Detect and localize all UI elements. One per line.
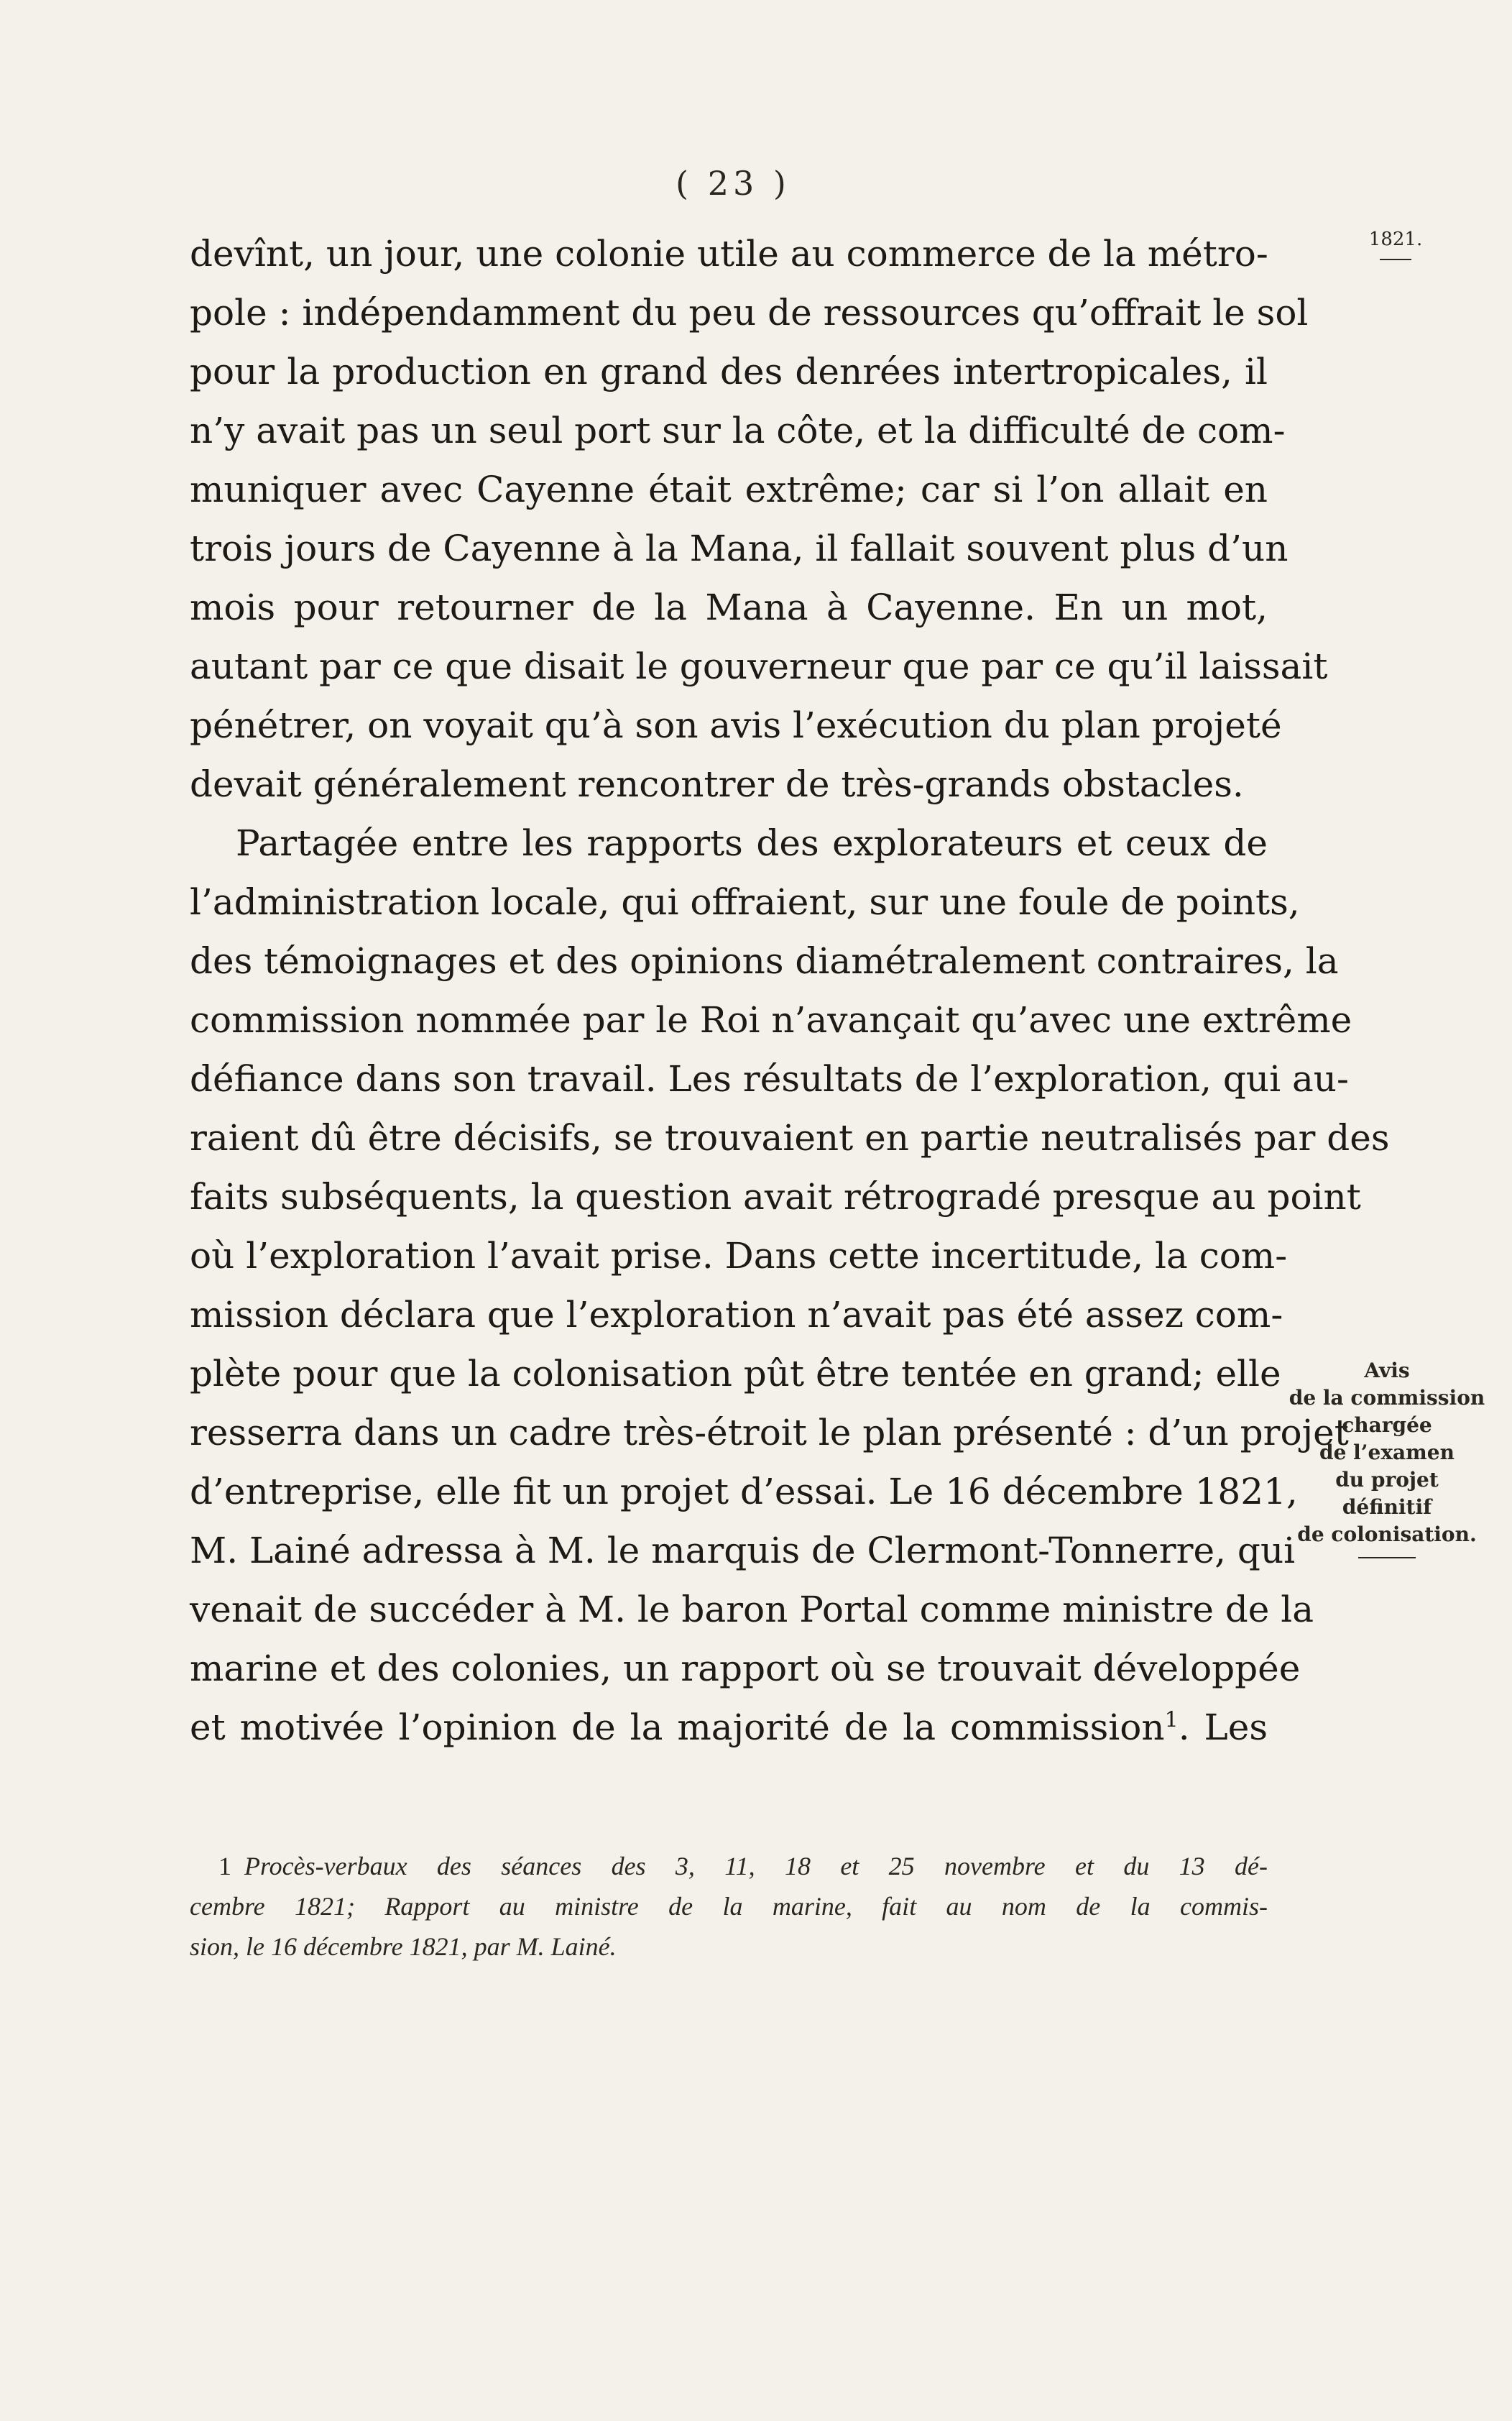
margin-year-rule xyxy=(1380,259,1411,260)
footnote-text: Procès-verbaux des séances des 3, 11, 18 et 25 novembre et du 13 dé- xyxy=(244,1852,1268,1880)
footnote-number: 1 xyxy=(218,1852,231,1880)
text-line: Partagée entre les rapports des explorateurs et ceux de xyxy=(236,822,1268,864)
text-line-segment: Les xyxy=(1204,1706,1268,1748)
text-line: pole : indépendamment du peu de ressources qu’offrait le sol xyxy=(190,292,1309,334)
text-line: resserra dans un cadre très-étroit le plan présenté : d’un projet xyxy=(190,1412,1349,1453)
margin-note-line: chargée xyxy=(1342,1413,1432,1437)
margin-year-text: 1821. xyxy=(1368,229,1423,250)
text-line: autant par ce que disait le gouverneur que par ce qu’il laissait xyxy=(190,646,1328,687)
text-line: l’administration locale, qui offraient, sur une foule de points, xyxy=(190,881,1300,923)
text-line: venait de succéder à M. le baron Portal comme ministre de la xyxy=(190,1589,1314,1630)
text-line-with-footnote: et motivée l’opinion de la majorité de la commission$^1$. Les xyxy=(190,1706,1268,1748)
footnote-line: cembre 1821; Rapport au ministre de la marine, fait au nom de la commis- xyxy=(190,1892,1268,1921)
margin-note-line: de la commission xyxy=(1289,1386,1485,1410)
page-number: ( 23 ) xyxy=(676,164,790,203)
text-line: muniquer avec Cayenne était extrême; car si l’on allait en xyxy=(190,469,1268,510)
text-line: commission nommée par le Roi n’avançait qu’avec une extrême xyxy=(190,999,1352,1041)
text-line: marine et des colonies, un rapport où se trouvait développée xyxy=(190,1648,1301,1689)
text-line: d’entreprise, elle fit un projet d’essai. Le 16 décembre 1821, xyxy=(190,1471,1298,1512)
text-line: devînt, un jour, une colonie utile au commerce de la métro- xyxy=(190,233,1268,275)
text-line-segment: et motivée l’opinion de la majorité de la commission xyxy=(190,1706,1165,1748)
text-line: M. Lainé adressa à M. le marquis de Clermont-Tonnerre, qui xyxy=(190,1530,1296,1571)
margin-year xyxy=(1360,229,1432,260)
text-line: mission déclara que l’exploration n’avait pas été assez com- xyxy=(190,1294,1283,1336)
margin-note-line: du projet xyxy=(1335,1468,1439,1492)
text-line: plète pour que la colonisation pût être tentée en grand; elle xyxy=(190,1353,1281,1395)
margin-note-rule xyxy=(1358,1557,1416,1558)
text-line: raient dû être décisifs, se trouvaient en partie neutralisés par des xyxy=(190,1117,1390,1159)
footnote-line xyxy=(190,1846,1268,1886)
margin-note xyxy=(1279,1357,1495,1558)
margin-note-line: de l’examen xyxy=(1319,1441,1455,1464)
text-line: trois jours de Cayenne à la Mana, il fallait souvent plus d’un xyxy=(190,528,1289,569)
footnote-line: sion, le 16 décembre 1821, par M. Lainé. xyxy=(190,1932,617,1961)
footnote-marker: 1 xyxy=(1164,1707,1179,1733)
margin-note-line: définitif xyxy=(1342,1495,1432,1519)
text-line: mois pour retourner de la Mana à Cayenne. En un mot, xyxy=(190,587,1268,628)
text-line: pour la production en grand des denrées intertropicales, il xyxy=(190,351,1268,392)
text-line: pénétrer, on voyait qu’à son avis l’exécution du plan projeté xyxy=(190,704,1282,746)
margin-note-line: de colonisation. xyxy=(1297,1522,1477,1546)
text-line: faits subséquents, la question avait rétrogradé presque au point xyxy=(190,1176,1361,1218)
text-line: défiance dans son travail. Les résultats de l’exploration, qui au- xyxy=(190,1058,1349,1100)
text-line: n’y avait pas un seul port sur la côte, et la difficulté de com- xyxy=(190,410,1286,451)
text-line: devait généralement rencontrer de très-grands obstacles. xyxy=(190,763,1244,805)
text-line: des témoignages et des opinions diamétralement contraires, la xyxy=(190,940,1339,982)
text-line: où l’exploration l’avait prise. Dans cette incertitude, la com- xyxy=(190,1235,1288,1277)
margin-note-line: Avis xyxy=(1364,1359,1410,1382)
footnote xyxy=(190,1846,1268,1967)
